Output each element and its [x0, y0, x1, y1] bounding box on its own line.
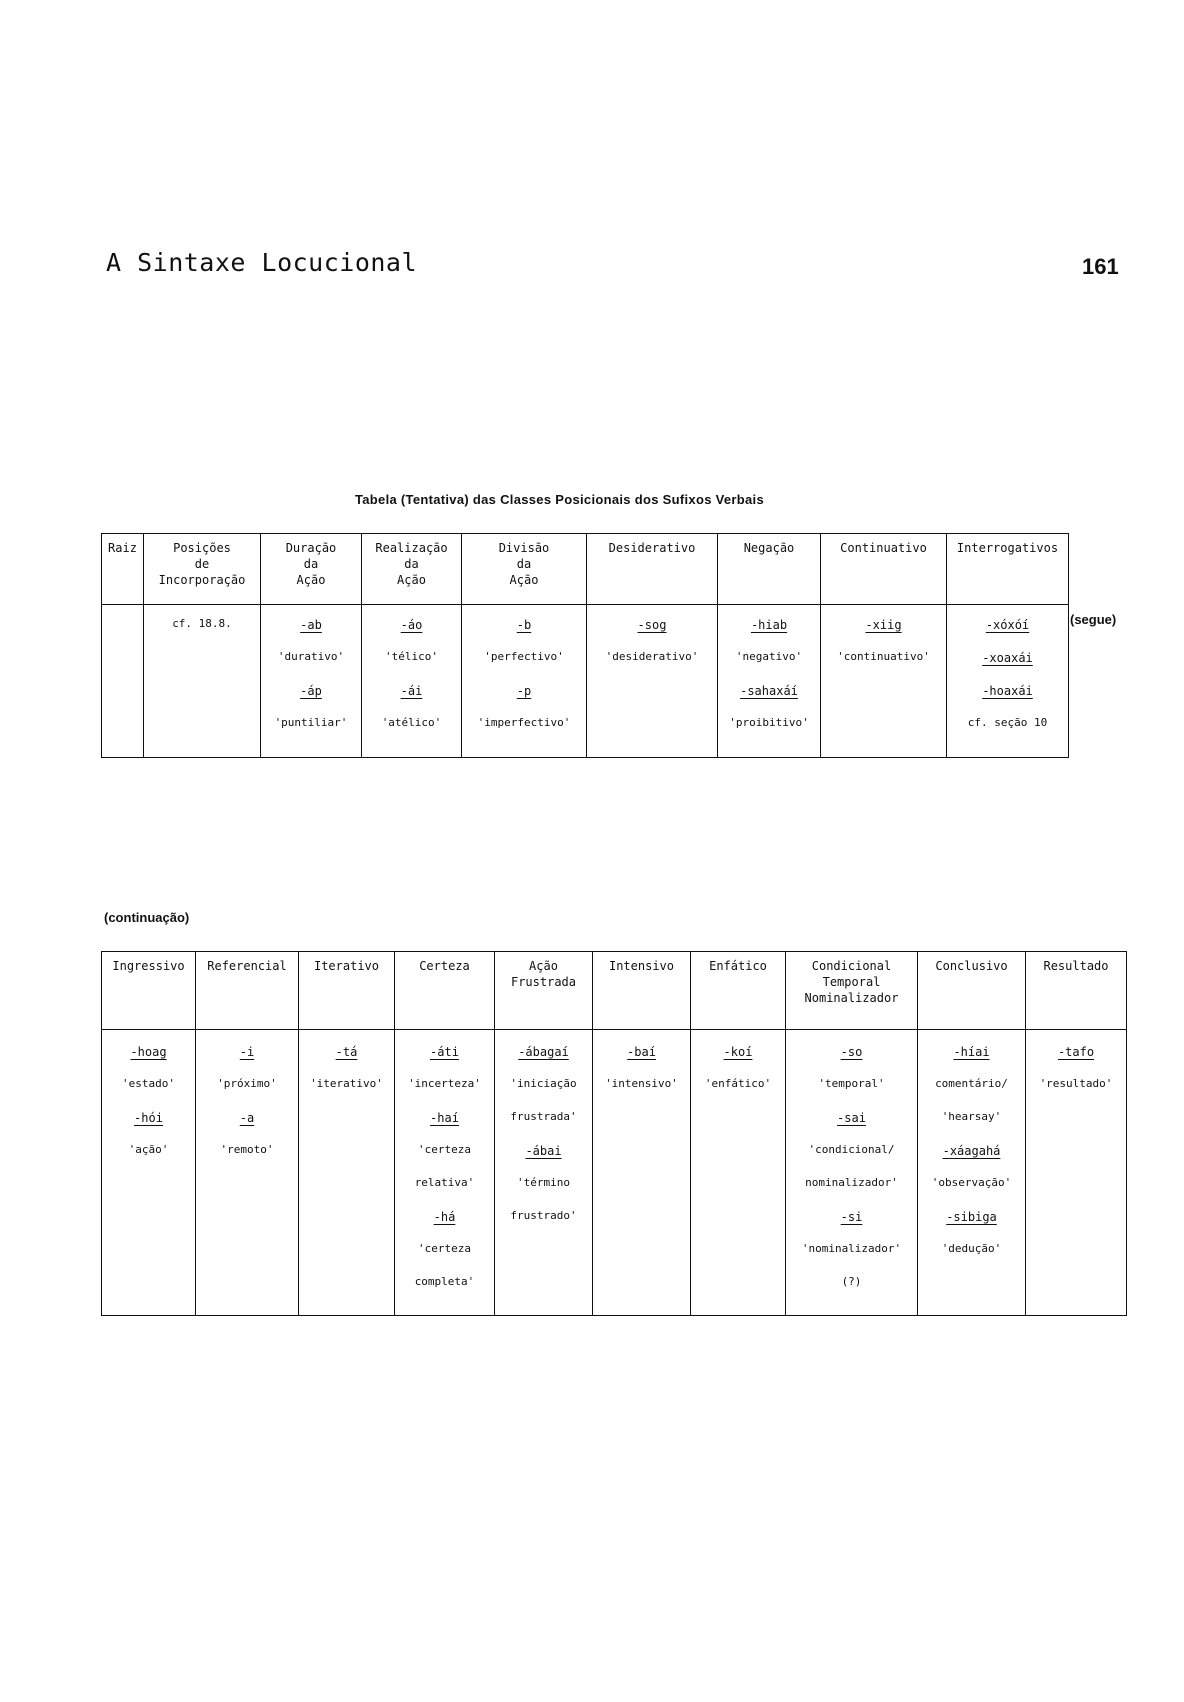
suffix-form: -xoaxái: [982, 651, 1033, 665]
table1-body-cell: [144, 605, 261, 758]
gloss-text: 'negativo': [735, 650, 803, 663]
gloss-text: 'enfático': [704, 1077, 772, 1090]
suffix-form: -áo: [400, 618, 423, 632]
gloss-text: completa': [414, 1275, 475, 1288]
table1-header-cell: [144, 534, 261, 605]
suffix-form: -si: [840, 1210, 863, 1224]
table1-header-cell: [947, 534, 1069, 605]
header-text: Interrogativos: [956, 541, 1059, 555]
gloss-text: 'télico': [385, 650, 438, 663]
header-text: Nominalizador: [804, 991, 899, 1006]
header-text: Ação: [529, 959, 558, 973]
table2-body-cell: [593, 1030, 691, 1316]
running-head: A Sintaxe Locucional: [106, 248, 418, 277]
header-text: Raiz: [108, 541, 137, 555]
table2-header-cell: [918, 952, 1026, 1030]
suffix-form: -xiig: [865, 618, 902, 632]
header-text: da: [516, 557, 532, 572]
table1-body-row: [102, 605, 1069, 758]
gloss-text: 'remoto': [220, 1143, 274, 1156]
gloss-text: 'hearsay': [941, 1110, 1002, 1123]
suffix-classes-continuation-table: [101, 951, 1127, 1316]
gloss-text: 'estado': [122, 1077, 175, 1090]
suffix-form: -b: [516, 618, 532, 632]
gloss-text: nominalizador': [805, 1176, 898, 1189]
suffix-form: -a: [239, 1111, 255, 1125]
table1-body-cell: [718, 605, 821, 758]
suffix-form: -tá: [335, 1045, 358, 1059]
table2-header-cell: [395, 952, 495, 1030]
header-text: Conclusivo: [935, 959, 1008, 973]
table2-header-cell: [299, 952, 395, 1030]
suffix-form: -i: [239, 1045, 255, 1059]
table2-body-cell: [1026, 1030, 1127, 1316]
header-text: da: [404, 557, 419, 572]
header-text: Negação: [743, 541, 795, 555]
gloss-text: 'atélico': [381, 716, 442, 729]
suffix-form: -hói: [134, 1111, 163, 1125]
segue-note: (segue): [1070, 612, 1117, 627]
suffix-form: -há: [433, 1210, 456, 1224]
table1-body-cell: [261, 605, 362, 758]
page-number: 161: [1082, 254, 1119, 279]
gloss-text: 'iterativo': [310, 1077, 383, 1090]
gloss-text: 'incerteza': [408, 1077, 481, 1090]
table2-body-cell: [395, 1030, 495, 1316]
gloss-text: 'iniciação: [510, 1077, 577, 1090]
suffix-form: -híai: [953, 1045, 990, 1059]
gloss-text: 'certeza: [418, 1242, 471, 1255]
suffix-form: -sai: [837, 1111, 866, 1125]
header-text: Iterativo: [313, 959, 380, 973]
gloss-text: cf. 18.8.: [172, 617, 232, 630]
suffix-form: -so: [840, 1045, 863, 1059]
table2-body-cell: [918, 1030, 1026, 1316]
gloss-text: 'proibitivo': [729, 716, 809, 729]
header-text: Continuativo: [840, 541, 927, 555]
gloss-text: 'nominalizador': [801, 1242, 902, 1255]
suffix-form: -hoag: [130, 1045, 167, 1059]
table1-header-cell: [261, 534, 362, 605]
table1-body-cell: [947, 605, 1069, 758]
gloss-text: cf. seção 10: [967, 716, 1048, 729]
gloss-text: 'condicional/: [808, 1143, 895, 1156]
gloss-text: 'resultado': [1039, 1077, 1113, 1090]
gloss-text: 'ação': [128, 1143, 169, 1156]
header-text: Certeza: [419, 959, 470, 973]
gloss-text: 'certeza: [418, 1143, 471, 1156]
suffix-form: -hoaxái: [982, 684, 1033, 698]
suffix-form: -xóxóí: [985, 618, 1030, 632]
table1-body-cell: [102, 605, 144, 758]
header-text: Frustrada: [510, 975, 577, 990]
suffix-form: -ábagaí: [518, 1045, 569, 1059]
suffix-form: -tafo: [1057, 1045, 1095, 1059]
table2-header-row: [102, 952, 1127, 1030]
suffix-form: -ábai: [525, 1144, 562, 1158]
table1-body-cell: [587, 605, 718, 758]
header-text: Realização: [375, 541, 448, 555]
table1-body-cell: [821, 605, 947, 758]
table2-body-cell: [495, 1030, 593, 1316]
table2-header-cell: [102, 952, 196, 1030]
table2-body-row: [102, 1030, 1127, 1316]
header-text: Ação: [296, 573, 326, 588]
table2-header-cell: [593, 952, 691, 1030]
gloss-text: frustrada': [510, 1110, 577, 1123]
header-text: Intensivo: [608, 959, 675, 973]
table1-body-cell: [362, 605, 462, 758]
gloss-text: 'puntiliar': [274, 716, 348, 729]
table2-body-cell: [691, 1030, 786, 1316]
table1-header-cell: [462, 534, 587, 605]
table2-body-cell: [196, 1030, 299, 1316]
table2-header-cell: [1026, 952, 1127, 1030]
header-text: Ação: [509, 573, 539, 588]
suffix-form: -sibiga: [946, 1210, 997, 1224]
gloss-text: 'continuativo': [837, 650, 930, 663]
suffix-form: -xáagahá: [942, 1144, 1001, 1158]
table1-header-row: [102, 534, 1069, 605]
gloss-text: comentário/: [935, 1077, 1008, 1090]
gloss-text: 'próximo': [217, 1077, 277, 1090]
table1-header-cell: [821, 534, 947, 605]
suffix-form: -baí: [627, 1045, 656, 1059]
table1-header-cell: [718, 534, 821, 605]
gloss-text: 'dedução': [941, 1242, 1002, 1255]
suffix-classes-table: [101, 533, 1069, 758]
gloss-text: 'observação': [931, 1176, 1012, 1189]
gloss-text: 'perfectivo': [484, 650, 564, 663]
table1-header-cell: [102, 534, 144, 605]
gloss-text: 'temporal': [818, 1077, 885, 1090]
table1-header-cell: [587, 534, 718, 605]
gloss-text: 'durativo': [277, 650, 345, 663]
suffix-form: -sahaxáí: [740, 684, 798, 698]
header-text: Duração: [285, 541, 337, 555]
header-text: Divisão: [498, 541, 550, 555]
header-text: Condicional: [811, 959, 892, 973]
header-text: Ingressivo: [112, 959, 185, 973]
table2-header-cell: [786, 952, 918, 1030]
header-text: de: [194, 557, 210, 572]
suffix-form: -ab: [300, 618, 322, 632]
header-text: Posições: [173, 541, 231, 555]
header-text: da: [303, 557, 319, 572]
continuation-label: (continuação): [104, 910, 190, 925]
header-text: Enfático: [709, 959, 767, 973]
gloss-text: 'intensivo': [605, 1077, 678, 1090]
header-text: Ação: [397, 573, 426, 588]
gloss-text: frustrado': [510, 1209, 577, 1222]
suffix-form: -ái: [400, 684, 423, 698]
header-text: Temporal: [822, 975, 881, 990]
gloss-text: relativa': [414, 1176, 475, 1189]
gloss-text: (?): [841, 1275, 862, 1288]
gloss-text: 'término: [517, 1176, 570, 1189]
suffix-form: -áp: [300, 684, 322, 698]
table1-header-cell: [362, 534, 462, 605]
suffix-form: -hiab: [750, 618, 788, 632]
header-text: Incorporação: [158, 573, 246, 588]
gloss-text: 'desiderativo': [605, 650, 699, 663]
table1-body-cell: [462, 605, 587, 758]
table2-header-cell: [196, 952, 299, 1030]
suffix-form: -koí: [723, 1045, 753, 1059]
table2-body-cell: [299, 1030, 395, 1316]
gloss-text: 'imperfectivo': [477, 716, 571, 729]
header-text: Resultado: [1043, 959, 1109, 973]
suffix-form: -áti: [430, 1045, 459, 1059]
suffix-form: -sog: [637, 618, 667, 632]
suffix-form: -p: [516, 684, 532, 698]
header-text: Referencial: [207, 959, 287, 973]
suffix-form: -haí: [430, 1111, 459, 1125]
table2-body-cell: [102, 1030, 196, 1316]
header-text: Desiderativo: [608, 541, 696, 555]
table2-header-cell: [495, 952, 593, 1030]
table2-body-cell: [786, 1030, 918, 1316]
table2-header-cell: [691, 952, 786, 1030]
table1-title: Tabela (Tentativa) das Classes Posicionais dos Sufixos Verbais: [355, 492, 764, 507]
